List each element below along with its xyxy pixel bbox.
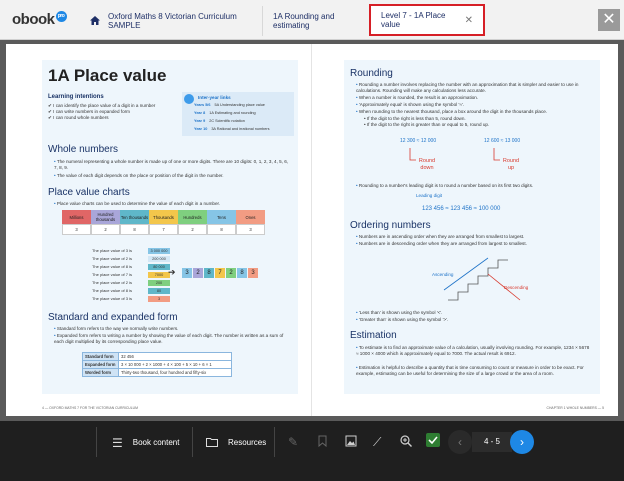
section-heading: Whole numbers bbox=[48, 144, 119, 155]
bullet-text: • 'Less than' is shown using the symbol '<'. bbox=[356, 310, 592, 316]
pv-row-label: The place value of 8 is bbox=[91, 288, 132, 293]
table-key: Expanded form bbox=[83, 361, 119, 369]
bullet-text: • Rounding a number involves replacing the number with an approximation that is simpler and easier to use in calculations. Rounding will make any calculations less accurate. bbox=[356, 82, 592, 94]
digit-sequence bbox=[182, 268, 258, 278]
pv-row-label: The place value of 7 is bbox=[91, 272, 132, 277]
table-key: Worded form bbox=[83, 369, 119, 377]
page-indicator[interactable]: 4 - 5 bbox=[472, 432, 512, 452]
pv-header: Millions bbox=[62, 210, 91, 224]
table-row bbox=[83, 361, 232, 369]
digit: 3 bbox=[182, 268, 192, 278]
tab-book-home[interactable] bbox=[80, 6, 262, 36]
bullet-text: • 'Greater than' is shown using the symbol '>'. bbox=[356, 317, 592, 323]
table-value: 32 456 bbox=[119, 353, 232, 361]
divider bbox=[192, 427, 193, 457]
pv-row-label: The place value of 3 is bbox=[91, 296, 132, 301]
page-footer: 4 — OXFORD MATHS 7 FOR THE VICTORIAN CURRICULUM bbox=[42, 406, 138, 410]
link-year: Years 5/6 bbox=[194, 103, 211, 107]
table-row bbox=[83, 369, 232, 377]
descending-label: Descending bbox=[504, 285, 529, 290]
bullet-text: • Standard form refers to the way we normally write numbers. bbox=[54, 326, 290, 332]
section-heading: Rounding bbox=[350, 68, 393, 79]
bookmark-icon[interactable] bbox=[318, 435, 327, 450]
pv-value: 8 bbox=[120, 224, 149, 235]
ascending-label: Ascending bbox=[432, 272, 454, 277]
bullet-text: • Rounding to a number's leading digit is to round a number based on its first two digits. bbox=[356, 183, 592, 189]
digit: 3 bbox=[248, 268, 258, 278]
leading-digit-label: Leading digit bbox=[416, 193, 443, 198]
table-value: 3 × 10 000 + 2 × 1000 + 4 × 100 + 5 × 10 + 6 × 1 bbox=[119, 361, 232, 369]
pv-column bbox=[120, 210, 149, 235]
list-icon: ☰ bbox=[112, 435, 123, 450]
link-text: 1A Estimating and rounding bbox=[209, 111, 256, 115]
bottom-toolbar bbox=[0, 421, 624, 481]
leading-digit-example: 123 456 ≈ 123 456 ≈ 100 000 bbox=[422, 206, 501, 212]
obook-logo[interactable] bbox=[12, 11, 67, 28]
pv-column bbox=[149, 210, 178, 235]
top-bar bbox=[0, 0, 624, 40]
page-4 bbox=[6, 44, 312, 416]
learning-heading: Learning intentions bbox=[48, 94, 104, 100]
bullet-text: • When a number is rounded, the result is an approximation. bbox=[356, 95, 592, 101]
resources-button[interactable] bbox=[206, 421, 266, 464]
logo-text: obook bbox=[12, 11, 55, 28]
rounding-arrows bbox=[406, 146, 536, 172]
page-title: 1A Place value bbox=[48, 66, 167, 85]
pv-row-value: 80 000 bbox=[148, 264, 170, 270]
pv-header: Ten thousands bbox=[120, 210, 149, 224]
intention-item: ✔ I can round whole numbers bbox=[48, 115, 109, 121]
pv-row-label: The place value of 2 is bbox=[91, 256, 132, 261]
link-year: Year 9 bbox=[194, 119, 206, 123]
pv-value: 3 bbox=[62, 224, 91, 235]
check-answers-icon[interactable] bbox=[426, 433, 440, 450]
bullet-text: • 'Approximately equal' is shown using the symbol '≈'. bbox=[356, 102, 592, 108]
table-row bbox=[83, 353, 232, 361]
book-content-button[interactable] bbox=[112, 421, 179, 464]
bullet-text: • Numbers are in descending order when they are arranged from largest to smallest. bbox=[356, 241, 592, 247]
page-5 bbox=[312, 44, 618, 416]
pv-header: Tens bbox=[207, 210, 236, 224]
section-heading: Ordering numbers bbox=[350, 220, 431, 231]
section-heading: Place value charts bbox=[48, 187, 130, 198]
round-up-label: Round up bbox=[502, 158, 520, 171]
inter-year-link[interactable] bbox=[194, 127, 270, 131]
table-key: Standard form bbox=[83, 353, 119, 361]
inter-year-links-box bbox=[182, 92, 294, 136]
bullet-text: • The numeral representing a whole number is made up of one or more digits. There are 10 digits: 0, 1, 2, 3, 4, 5, 6, 7, 8, 9. bbox=[54, 159, 290, 171]
bullet-text: • The value of each digit depends on the place or position of the digit in the number. bbox=[54, 173, 290, 179]
pv-value: 8 bbox=[207, 224, 236, 235]
pv-column bbox=[91, 210, 120, 235]
tab-place-value-active[interactable] bbox=[369, 4, 485, 36]
round-up-example: 12 600 ≈ 13 000 bbox=[484, 138, 521, 144]
next-page-button[interactable]: › bbox=[510, 430, 534, 454]
page-navigator bbox=[448, 430, 534, 454]
pv-value: 2 bbox=[178, 224, 207, 235]
table-value: Thirty-two thousand, four hundred and fifty-six bbox=[119, 369, 232, 377]
previous-page-button[interactable]: ‹ bbox=[448, 430, 472, 454]
folder-icon bbox=[206, 436, 218, 450]
pv-row-value: 80 bbox=[148, 288, 170, 294]
tab-label: Oxford Maths 8 Victorian Curriculum SAMPLE bbox=[108, 12, 237, 30]
pv-header: Ones bbox=[236, 210, 265, 224]
pv-column bbox=[178, 210, 207, 235]
section-heading: Estimation bbox=[350, 330, 397, 341]
link-year: Year 10 bbox=[194, 127, 208, 131]
intention-item: ✔ I can write numbers in expanded form bbox=[48, 109, 130, 115]
section-heading: Standard and expanded form bbox=[48, 312, 178, 323]
link-year: Year 8 bbox=[194, 111, 206, 115]
pv-column bbox=[207, 210, 236, 235]
pv-row-value: 200 000 bbox=[148, 256, 170, 262]
digit: 7 bbox=[215, 268, 225, 278]
tab-label: 1A Rounding and estimating bbox=[273, 12, 335, 30]
tab-close-icon[interactable]: ✕ bbox=[464, 14, 473, 26]
page-footer: CHAPTER 1 WHOLE NUMBERS — 5 bbox=[546, 406, 604, 410]
pv-row-label: The place value of 3 is bbox=[91, 248, 132, 253]
bullet-text: • When rounding to the nearest thousand, place a box around the digit in the thousands place. bbox=[356, 109, 592, 115]
inter-year-title: Inter-year links bbox=[198, 95, 231, 100]
digit: 8 bbox=[237, 268, 247, 278]
round-down-label: Round down bbox=[418, 158, 436, 171]
tab-rounding-estimating[interactable] bbox=[262, 6, 368, 36]
digit: 2 bbox=[193, 268, 203, 278]
bullet-text: • If the digit to the right is greater than or equal to 5, round up. bbox=[364, 122, 490, 127]
zoom-in-icon[interactable] bbox=[400, 435, 412, 450]
pv-row-label: The place value of 2 is bbox=[91, 280, 132, 285]
close-reader-button[interactable]: ✕ bbox=[598, 9, 620, 31]
left-page-content bbox=[42, 60, 298, 394]
intention-item: ✔ I can identify the place value of a digit in a number bbox=[48, 103, 155, 109]
right-page-content bbox=[344, 60, 600, 394]
pv-column bbox=[236, 210, 265, 235]
link-text: 3A Rational and irrational numbers bbox=[211, 127, 270, 131]
pv-header: Thousands bbox=[149, 210, 178, 224]
pv-row-value: 3 000 000 bbox=[148, 248, 170, 254]
pv-value: 7 bbox=[149, 224, 178, 235]
inter-year-link[interactable] bbox=[194, 119, 245, 123]
bullet-text: • To estimate is to find an approximate value of a calculation, usually involving rounding. For example, 1234 × 5678 ≈ 1000 × 4000 which is approximately equal to 7000. The actual result is 6912. bbox=[356, 345, 592, 357]
divider bbox=[274, 427, 275, 457]
tab-label: Level 7 - 1A Place value bbox=[381, 11, 446, 29]
pro-badge: pro bbox=[56, 11, 67, 22]
pv-row-value: 7000 bbox=[148, 272, 170, 278]
form-table bbox=[82, 352, 232, 377]
home-icon bbox=[90, 16, 100, 27]
inter-year-link[interactable] bbox=[194, 103, 265, 107]
bullet-text: • Place value charts can be used to determine the value of each digit in a number. bbox=[54, 201, 290, 207]
pv-header: Hundreds bbox=[178, 210, 207, 224]
pv-value: 3 bbox=[236, 224, 265, 235]
pv-header: Hundred thousands bbox=[91, 210, 120, 224]
place-value-chart bbox=[62, 210, 265, 235]
divider bbox=[96, 427, 97, 457]
bullet-text: • Numbers are in ascending order when they are arranged from smallest to largest. bbox=[356, 234, 592, 240]
round-down-example: 12 300 ≈ 12 000 bbox=[400, 138, 437, 144]
book-content-label: Book content bbox=[132, 438, 180, 447]
digit: 2 bbox=[226, 268, 236, 278]
arrow-right-icon: ➔ bbox=[168, 267, 176, 277]
bullet-text: • Expanded form refers to writing a number by showing the value of each digit. The number is written as a sum of each digit multiplied by its corresponding place value. bbox=[54, 333, 290, 345]
digit: 8 bbox=[204, 268, 214, 278]
draw-tools-icon[interactable]: ⟋ bbox=[373, 435, 382, 449]
image-icon[interactable] bbox=[345, 435, 357, 450]
pv-value: 2 bbox=[91, 224, 120, 235]
pv-row-label: The place value of 8 is bbox=[91, 264, 132, 269]
pv-row-value: 3 bbox=[148, 296, 170, 302]
edit-note-icon[interactable]: ✎ bbox=[288, 435, 299, 449]
ordering-stairs-diagram bbox=[428, 250, 528, 306]
inter-year-link[interactable] bbox=[194, 111, 256, 115]
resources-label: Resources bbox=[228, 438, 267, 447]
pv-row-value: 200 bbox=[148, 280, 170, 286]
book-reader bbox=[6, 44, 618, 416]
link-text: 2C Scientific notation bbox=[209, 119, 245, 123]
link-text: 5A Understanding place value bbox=[214, 103, 265, 107]
pv-column bbox=[62, 210, 91, 235]
bullet-text: • Estimation is helpful to describe a quantity that is time consuming to count or measure in order to be exact. For example, estimating can be useful for determining the size of a large crowd or the area of a room. bbox=[356, 365, 592, 377]
link-icon bbox=[184, 94, 194, 104]
bullet-text: • If the digit to the right is less than 5, round down. bbox=[364, 116, 466, 121]
